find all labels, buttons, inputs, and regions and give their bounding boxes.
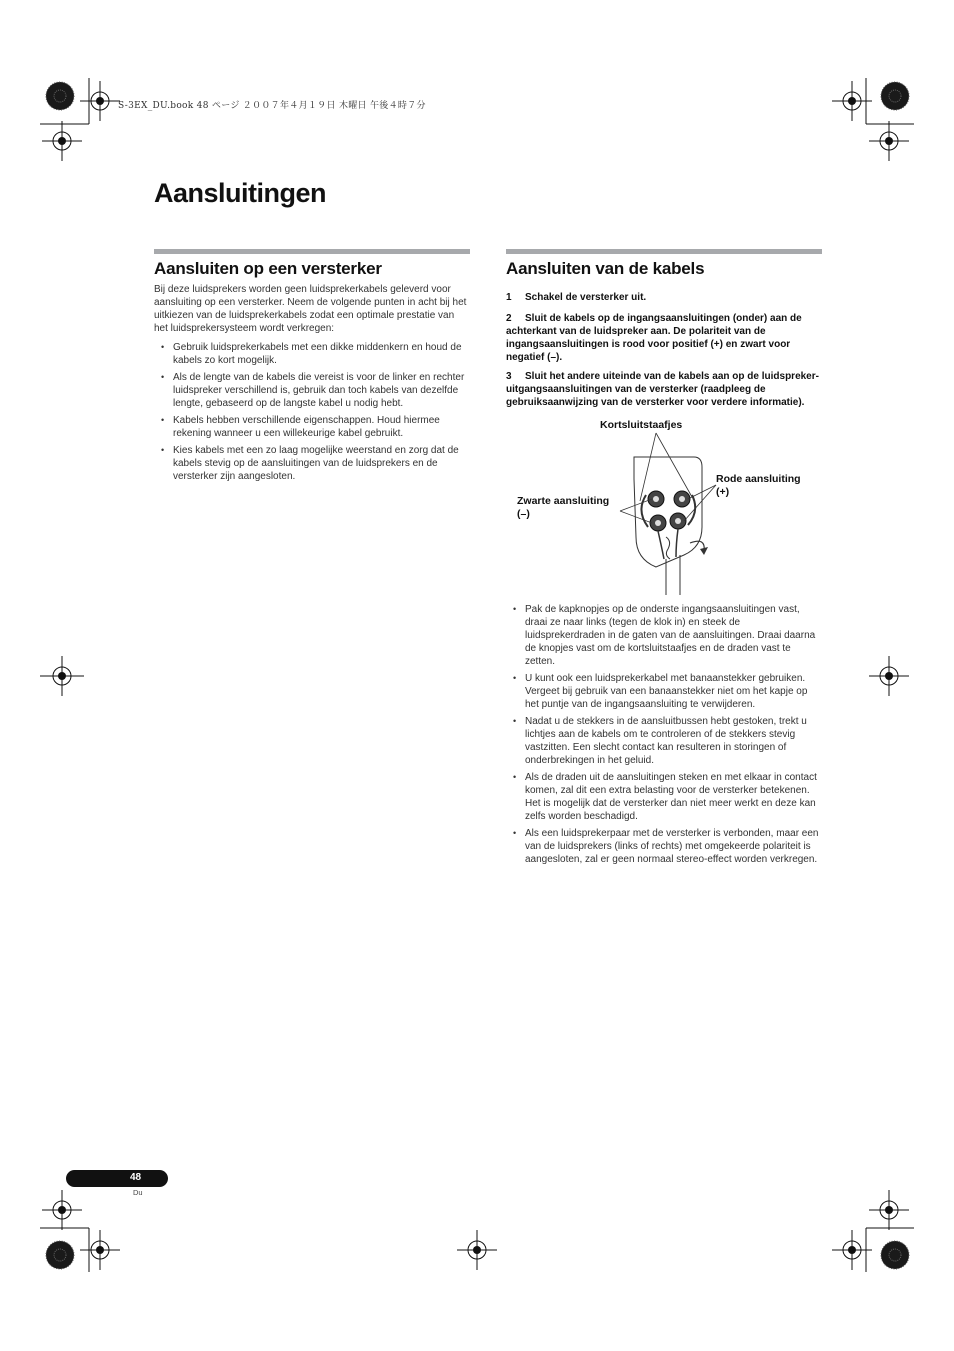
- list-item: • Gebruik luidsprekerkabels met een dikke middenkern en houd de kabels zo kort mogelijk.: [154, 341, 470, 367]
- label-red-terminal: [716, 473, 801, 499]
- label-black-terminal: [517, 495, 609, 521]
- page-title: Aansluitingen: [154, 178, 327, 208]
- list-item: • Kabels hebben verschillende eigenschappen. Houd hiermee rekening wanneer u een willekeurige kabel gebruikt.: [154, 414, 470, 440]
- intro-paragraph: Bij deze luidsprekers worden geen luidsprekerkabels geleverd voor aansluiting op een versterker. Neem de volgende punten in acht bij het uitkiezen van de luidsprekerkabels zodat een optimale prestatie van het luidsprekersysteem wordt verkregen:: [154, 284, 467, 334]
- terminal-diagram: [506, 419, 822, 597]
- label-red-terminal-line2: (+): [716, 486, 730, 498]
- right-column: [506, 249, 822, 870]
- connection-notes-list: [506, 603, 822, 866]
- step-3: [506, 370, 822, 409]
- print-file-info: S-3EX_DU.book 48 ページ ２００７年４月１９日 木曜日 午後４時７分: [118, 101, 426, 111]
- section-divider-bar: [506, 249, 822, 254]
- step-1: [506, 291, 822, 304]
- label-red-terminal-line1: Rode aansluiting: [716, 473, 801, 485]
- page-number-badge: [66, 1170, 168, 1187]
- list-item: • Pak de kapknopjes op de onderste ingangsaansluitingen vast, draai ze naar links (tegen de klok in) en steek de luidsprekerdraden in de gaten van de aansluitingen. Draai daarna de knopjes vast om de kortsluitstaafjes en de draden vast te zetten.: [506, 603, 822, 668]
- list-item: • Nadat u de stekkers in de aansluitbussen hebt gestoken, trekt u lichtjes aan de kabels om te controleren of de stekkers stevig vastzitten. Een slecht contact kan resulteren in storingen of onderbrekingen in het geluid.: [506, 715, 822, 767]
- label-shorting-bars: Kortsluitstaafjes: [600, 419, 683, 431]
- cable-tips-list: [154, 341, 470, 483]
- language-code: Du: [133, 1188, 143, 1197]
- list-item: • Als een luidsprekerpaar met de versterker is verbonden, maar een van de luidsprekers (links of rechts) met omgekeerde polariteit is aangesloten, zal er geen normaal stereo-effect worden verkregen.: [506, 827, 822, 866]
- page-number: 48: [130, 1172, 142, 1183]
- list-item: • Als de draden uit de aansluitingen steken en met elkaar in contact komen, zal dit een extra belasting voor de versterker betekenen. Het is mogelijk dat de versterker dan niet meer werkt en deze kan zelfs worden beschadigd.: [506, 771, 822, 823]
- step-number: 2: [506, 313, 512, 324]
- step-2: [506, 312, 822, 364]
- step-number: 1: [506, 292, 512, 303]
- section-title-amplifier: Aansluiten op een versterker: [154, 259, 382, 278]
- label-black-terminal-line1: Zwarte aansluiting: [517, 495, 610, 507]
- label-black-terminal-line2: (–): [517, 508, 530, 520]
- list-item: • Kies kabels met een zo laag mogelijke weerstand en zorg dat de kabels stevig op de aansluitingen van de luidsprekers en de versterker zijn aangesloten.: [154, 444, 470, 483]
- step-number: 3: [506, 371, 512, 382]
- list-item: • U kunt ook een luidsprekerkabel met banaanstekker gebruiken. Vergeet bij gebruik van een banaanstekker niet om het kapje op het puntje van de ingangsaansluiting te verwijderen.: [506, 672, 822, 711]
- step-text: Schakel de versterker uit.: [525, 292, 647, 303]
- left-column: [154, 249, 470, 487]
- section-divider-bar: [154, 249, 470, 254]
- section-title-cables: Aansluiten van de kabels: [506, 259, 705, 278]
- step-text: Sluit de kabels op de ingangsaansluitingen (onder) aan de achterkant van de luidspreker aan. De polariteit van de ingangsaansluitingen is rood voor positief (+) en zwart voor negatief (–).: [506, 313, 802, 363]
- list-item: • Als de lengte van de kabels die vereist is voor de linker en rechter luidspreker verschillend is, gebruik dan toch kabels van dezelfde lengte, gebaseerd op de langste kabel u nodig hebt.: [154, 371, 470, 410]
- step-text: Sluit het andere uiteinde van de kabels aan op de luidspreker-uitgangsaansluitingen van de versterker (raadpleeg de gebruiksaanwijzing van de versterker voor verdere informatie).: [506, 371, 819, 408]
